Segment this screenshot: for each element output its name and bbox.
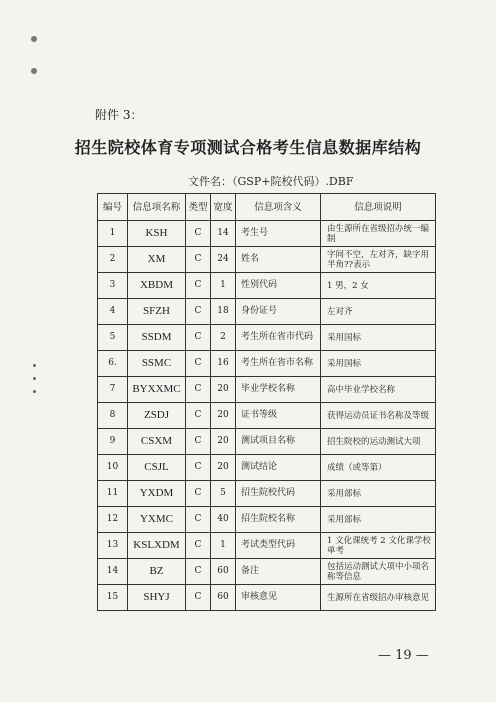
field-name: SSDM — [128, 325, 186, 351]
table-row — [98, 533, 436, 559]
field-meaning: 性别代码 — [236, 273, 321, 299]
field-note: 1 文化课统考 2 文化课学校单考 — [321, 533, 436, 559]
binder-hole — [31, 36, 37, 42]
field-type: C — [186, 533, 211, 559]
field-width: 60 — [211, 559, 236, 585]
field-type: C — [186, 481, 211, 507]
field-width: 20 — [211, 377, 236, 403]
file-name: 文件名：（GSP+院校代码）.DBF — [188, 175, 354, 188]
field-meaning: 考试类型代码 — [236, 533, 321, 559]
field-note: 采用部标 — [321, 507, 436, 533]
table-header-row — [98, 194, 436, 221]
row-number: 4 — [98, 299, 128, 325]
header-cell: 宽度 — [211, 194, 236, 221]
header-cell: 信息项含义 — [236, 194, 321, 221]
field-note: 采用部标 — [321, 481, 436, 507]
row-number: 2 — [98, 247, 128, 273]
row-number: 12 — [98, 507, 128, 533]
header-cell: 类型 — [186, 194, 211, 221]
field-type: C — [186, 221, 211, 247]
field-type: C — [186, 455, 211, 481]
field-meaning: 毕业学校名称 — [236, 377, 321, 403]
header-cell: 编号 — [98, 194, 128, 221]
field-meaning: 招生院校代码 — [236, 481, 321, 507]
attachment-label: 附件 3： — [95, 108, 143, 122]
row-number: 5 — [98, 325, 128, 351]
database-structure-table — [97, 193, 436, 611]
table-row — [98, 481, 436, 507]
field-name: BYXXMC — [128, 377, 186, 403]
document-title: 招生院校体育专项测试合格考生信息数据库结构 — [74, 138, 422, 157]
row-number: 6. — [98, 351, 128, 377]
field-width: 20 — [211, 429, 236, 455]
field-type: C — [186, 351, 211, 377]
field-meaning: 招生院校名称 — [236, 507, 321, 533]
table-row — [98, 507, 436, 533]
field-note: 由生源所在省级招办统一编制 — [321, 221, 436, 247]
scan-speck — [33, 364, 36, 367]
field-meaning: 考生所在省市名称 — [236, 351, 321, 377]
field-note: 1 男，2 女 — [321, 273, 436, 299]
field-type: C — [186, 507, 211, 533]
field-meaning: 测试项目名称 — [236, 429, 321, 455]
field-name: XBDM — [128, 273, 186, 299]
table-row — [98, 325, 436, 351]
field-name: SSMC — [128, 351, 186, 377]
field-note: 招生院校的运动测试大项 — [321, 429, 436, 455]
table-row — [98, 273, 436, 299]
field-note: 字间不空，左对齐，缺字用半角??表示 — [321, 247, 436, 273]
table-row — [98, 299, 436, 325]
table-row — [98, 351, 436, 377]
field-meaning: 姓名 — [236, 247, 321, 273]
field-width: 1 — [211, 533, 236, 559]
table-row — [98, 559, 436, 585]
table-row — [98, 247, 436, 273]
binder-hole — [31, 68, 37, 74]
field-width: 18 — [211, 299, 236, 325]
field-name: YXMC — [128, 507, 186, 533]
row-number: 3 — [98, 273, 128, 299]
field-width: 40 — [211, 507, 236, 533]
field-name: KSH — [128, 221, 186, 247]
field-type: C — [186, 325, 211, 351]
field-width: 20 — [211, 455, 236, 481]
row-number: 9 — [98, 429, 128, 455]
field-note: 左对齐 — [321, 299, 436, 325]
row-number: 8 — [98, 403, 128, 429]
field-type: C — [186, 403, 211, 429]
field-name: ZSDJ — [128, 403, 186, 429]
field-note: 成绩（或等第） — [321, 455, 436, 481]
field-name: SHYJ — [128, 585, 186, 611]
field-name: BZ — [128, 559, 186, 585]
field-type: C — [186, 377, 211, 403]
header-cell: 信息项名称 — [128, 194, 186, 221]
field-name: XM — [128, 247, 186, 273]
field-width: 14 — [211, 221, 236, 247]
field-meaning: 证书等级 — [236, 403, 321, 429]
field-width: 2 — [211, 325, 236, 351]
field-type: C — [186, 273, 211, 299]
row-number: 1 — [98, 221, 128, 247]
table-row — [98, 429, 436, 455]
field-type: C — [186, 585, 211, 611]
row-number: 14 — [98, 559, 128, 585]
field-name: YXDM — [128, 481, 186, 507]
field-name: CSXM — [128, 429, 186, 455]
field-width: 20 — [211, 403, 236, 429]
field-width: 60 — [211, 585, 236, 611]
table-row — [98, 377, 436, 403]
field-note: 包括运动测试大项中小项名称等信息 — [321, 559, 436, 585]
field-note: 采用国标 — [321, 325, 436, 351]
row-number: 11 — [98, 481, 128, 507]
field-meaning: 身份证号 — [236, 299, 321, 325]
field-width: 16 — [211, 351, 236, 377]
field-note: 生源所在省级招办审核意见 — [321, 585, 436, 611]
scan-speck — [33, 377, 36, 380]
field-meaning: 审核意见 — [236, 585, 321, 611]
row-number: 13 — [98, 533, 128, 559]
table-row — [98, 221, 436, 247]
field-note: 高中毕业学校名称 — [321, 377, 436, 403]
field-width: 24 — [211, 247, 236, 273]
field-name: KSLXDM — [128, 533, 186, 559]
field-width: 1 — [211, 273, 236, 299]
row-number: 10 — [98, 455, 128, 481]
field-type: C — [186, 429, 211, 455]
field-width: 5 — [211, 481, 236, 507]
field-type: C — [186, 299, 211, 325]
page-number: — 19 — — [378, 648, 429, 663]
field-type: C — [186, 247, 211, 273]
field-note: 采用国标 — [321, 351, 436, 377]
field-meaning: 备注 — [236, 559, 321, 585]
field-meaning: 考生号 — [236, 221, 321, 247]
row-number: 7 — [98, 377, 128, 403]
scan-speck — [33, 390, 36, 393]
field-name: SFZH — [128, 299, 186, 325]
row-number: 15 — [98, 585, 128, 611]
header-cell: 信息项说明 — [321, 194, 436, 221]
field-meaning: 考生所在省市代码 — [236, 325, 321, 351]
field-type: C — [186, 559, 211, 585]
field-meaning: 测试结论 — [236, 455, 321, 481]
table-row — [98, 455, 436, 481]
field-name: CSJL — [128, 455, 186, 481]
table-row — [98, 585, 436, 611]
table-row — [98, 403, 436, 429]
field-note: 获得运动员证书名称及等级 — [321, 403, 436, 429]
